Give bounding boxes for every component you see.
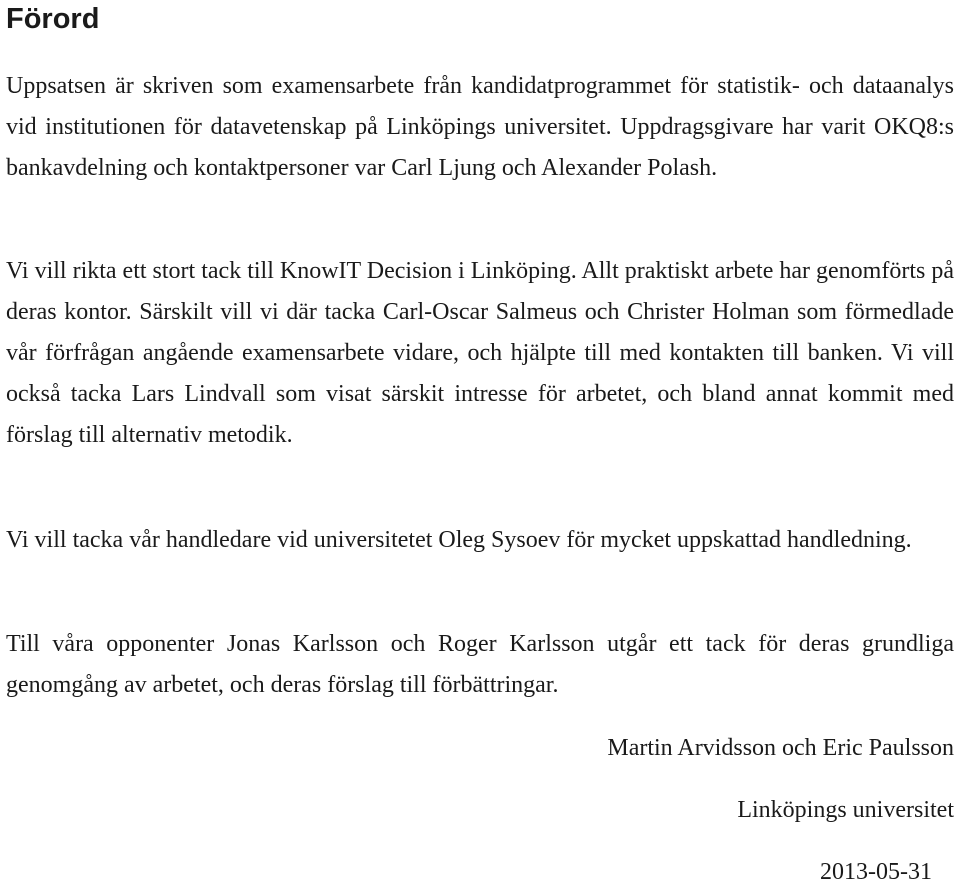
page-title: Förord [6, 3, 100, 35]
paragraph-intro: Uppsatsen är skriven som examensarbete från kandidatprogrammet för statistik- och dataanalys vid institutionen för datavetenskap på Linköpings universitet. Uppdragsgivare har varit OKQ8:s bankavdelning och kontaktpersoner var Carl Ljung och Alexander Polash. [6, 73, 954, 181]
paragraph-acknowledgements: Vi vill rikta ett stort tack till KnowIT Decision i Linköping. Allt praktiskt arbete har genomförts på deras kontor. Särskilt vill vi där tacka Carl-Oscar Salmeus och Christer Holman som förmedlade vår förfrågan angående examensarbete vidare, och hjälpte till med kontakten till banken. Vi vill också tacka Lars Lindvall som visat särskit intresse för arbetet, och bland annat kommit med förslag till alternativ metodik. [6, 258, 954, 448]
paragraph-opponents: Till våra opponenter Jonas Karlsson och Roger Karlsson utgår ett tack för deras grundliga genomgång av arbetet, och deras förslag till förbättringar. [6, 631, 954, 698]
signature-date: 2013-05-31 [820, 859, 932, 885]
signature-institution: Linköpings universitet [737, 797, 954, 823]
signature-authors: Martin Arvidsson och Eric Paulsson [607, 735, 954, 761]
paragraph-supervisor: Vi vill tacka vår handledare vid universitetet Oleg Sysoev för mycket uppskattad handledning. [6, 527, 912, 553]
